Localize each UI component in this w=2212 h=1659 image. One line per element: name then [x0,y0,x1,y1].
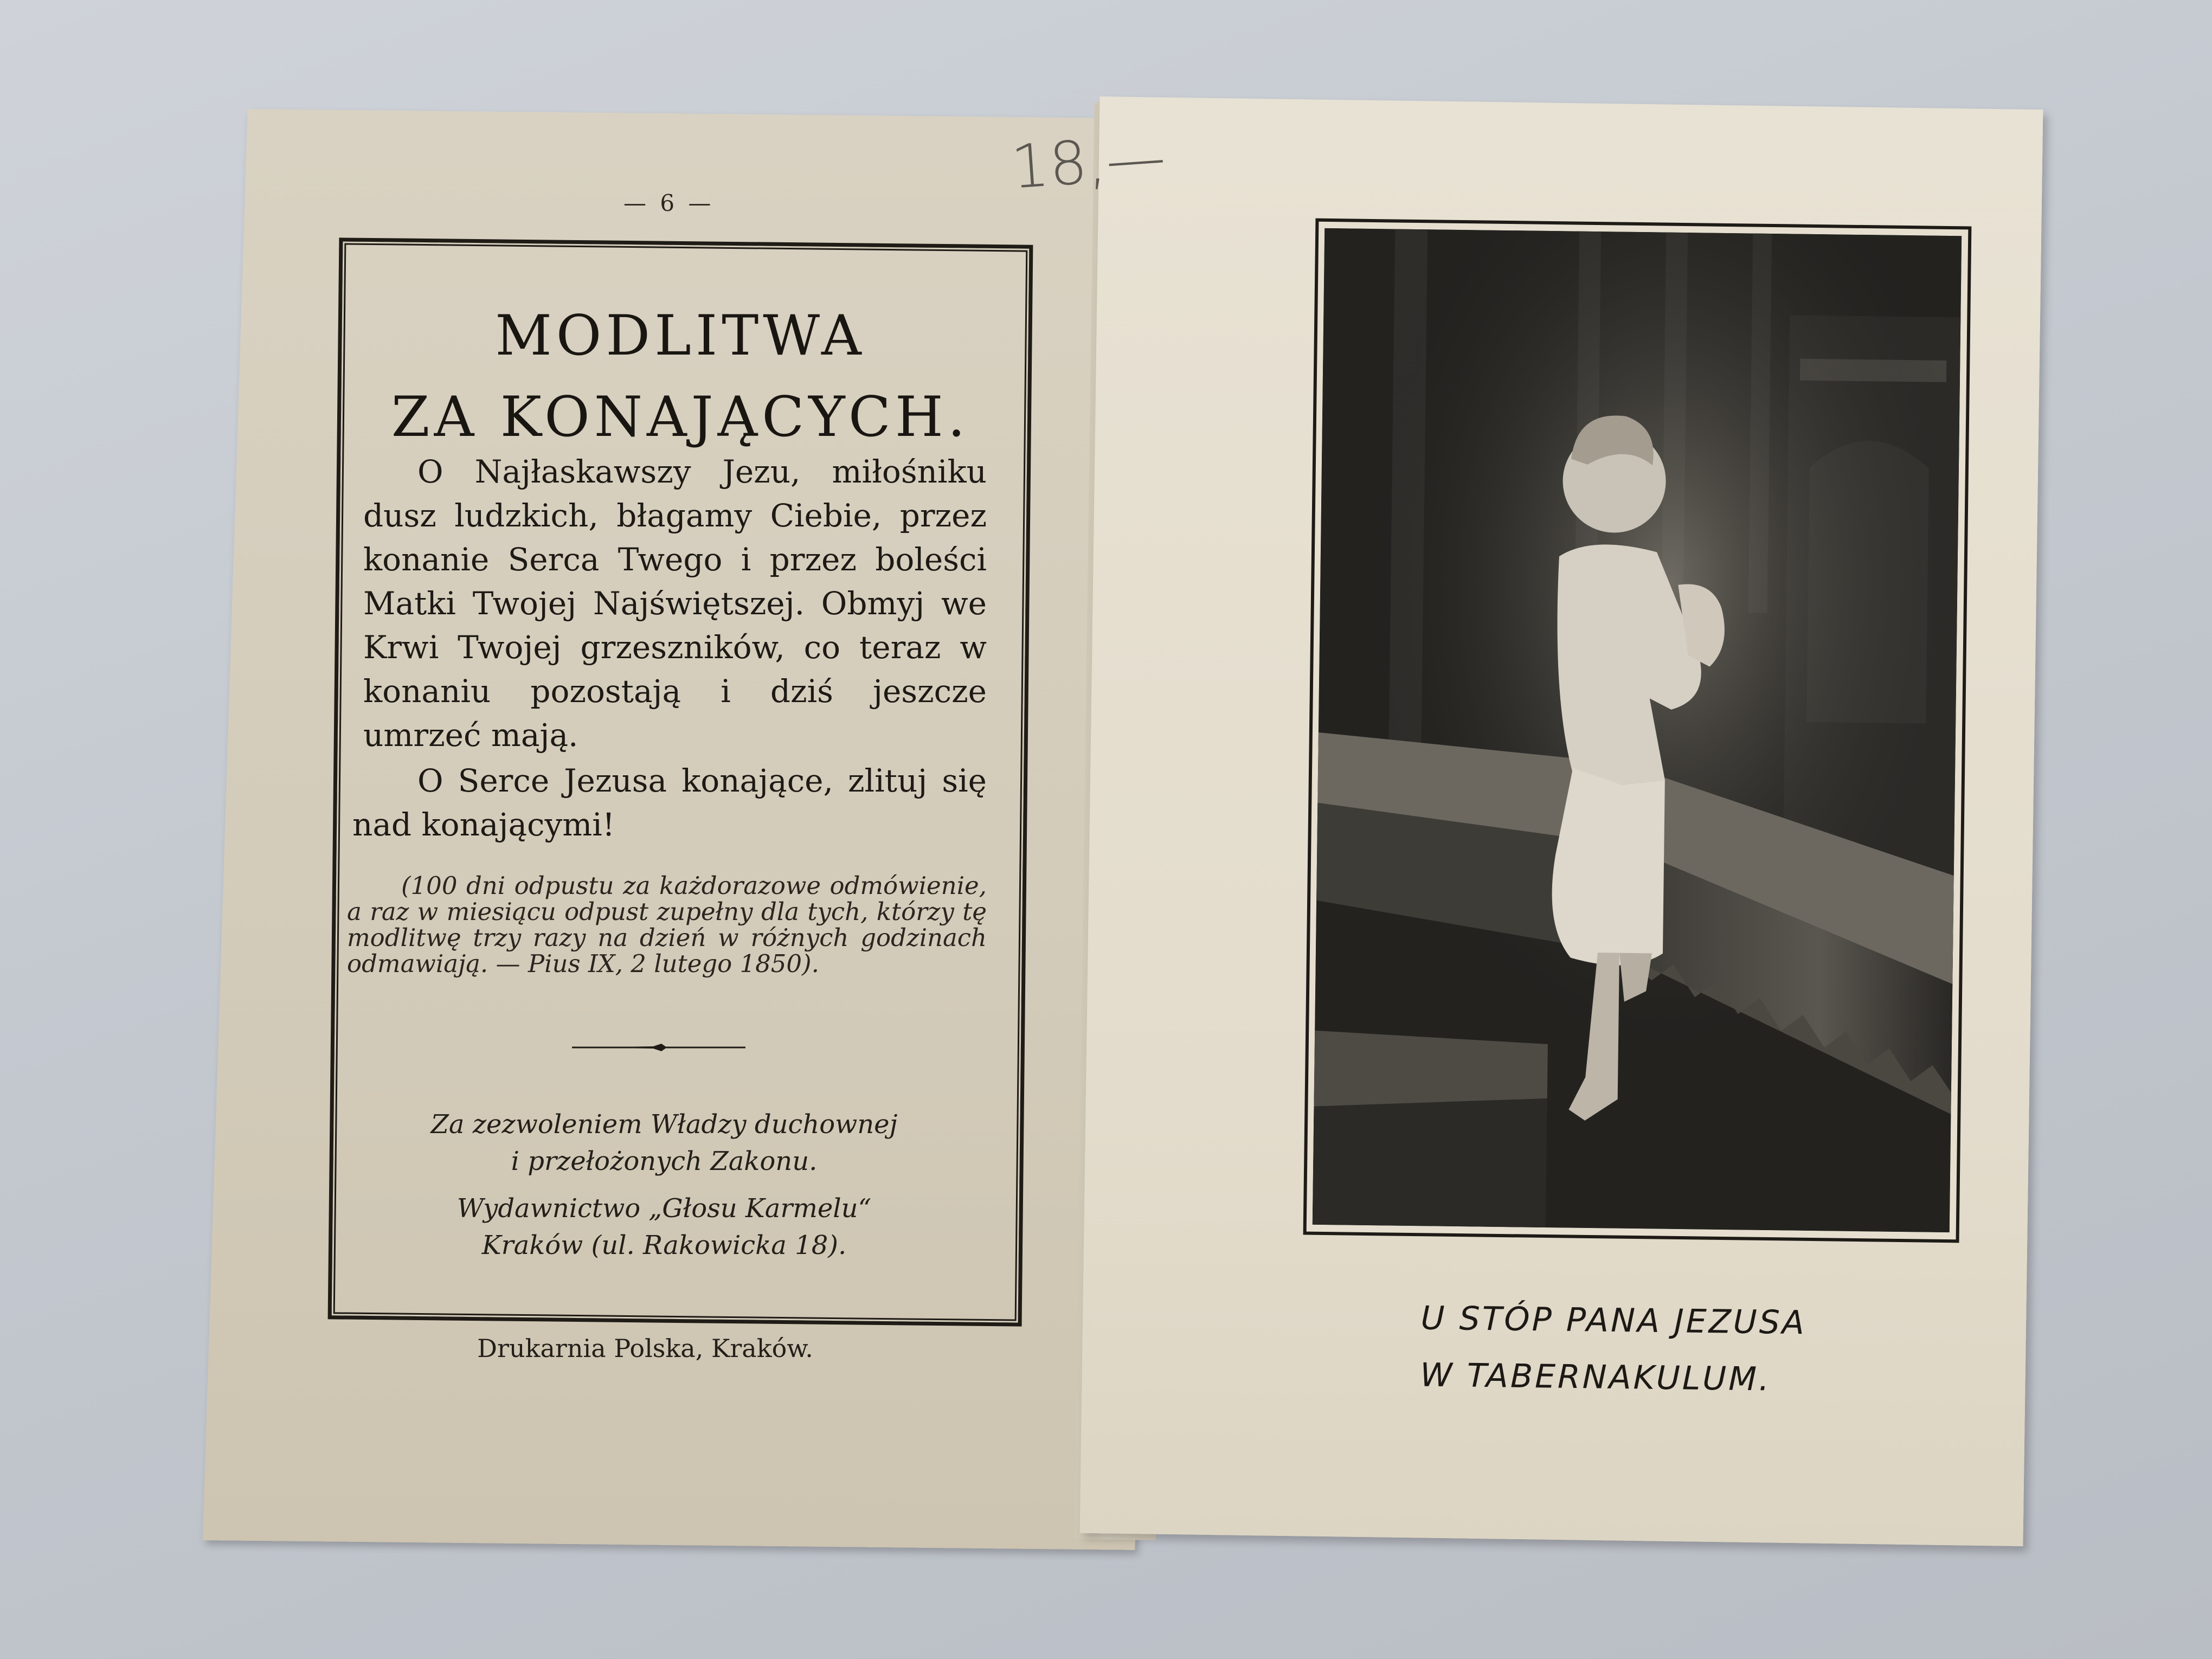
illustration-caption: U STÓP PANA JEZUSA W TABERNAKULUM. [1419,1299,1807,1399]
ornament-divider [572,1044,745,1051]
prayer-plea: O Serce Jezusa konające, zlituj się nad konającymi! [352,762,987,843]
praying-child-illustration [1313,228,1962,1232]
praying-child-image [1313,228,1962,1232]
church-approval: Za zezwoleniem Władzy duchownej i przełożonych Zakonu. [430,1109,898,1176]
indulgence-note: (100 dni odpustu za każdorazowe odmówienie, a raz w miesiącu odpust zupełny dla tych, którzy tę modlitwę trzy razy na dzień w różnych godzinach odmawiają. — Pius IX, 2 lutego 1850). [347,871,987,978]
prayer-body: O Najłaskawszy Jezu, miłośniku dusz ludzkich, błagamy Ciebie, przez konanie Serca Twego i przez boleści Matki Twojej Najświętszej. Obmyj we Krwi Twojej grzeszników, co teraz w konaniu pozostają i dziś jeszcze umrzeć mają. [363,453,987,754]
page-number: — 6 — [623,190,715,216]
publisher-info: Wydawnictwo „Głosu Karmelu“ Kraków (ul. Rakowicka 18). [456,1193,872,1261]
prayer-title: MODLITWA ZA KONAJĄCYCH. [391,304,970,449]
printer-info: Drukarnia Polska, Kraków. [477,1334,813,1363]
pencil-price-note: 18,— [1008,122,1168,202]
